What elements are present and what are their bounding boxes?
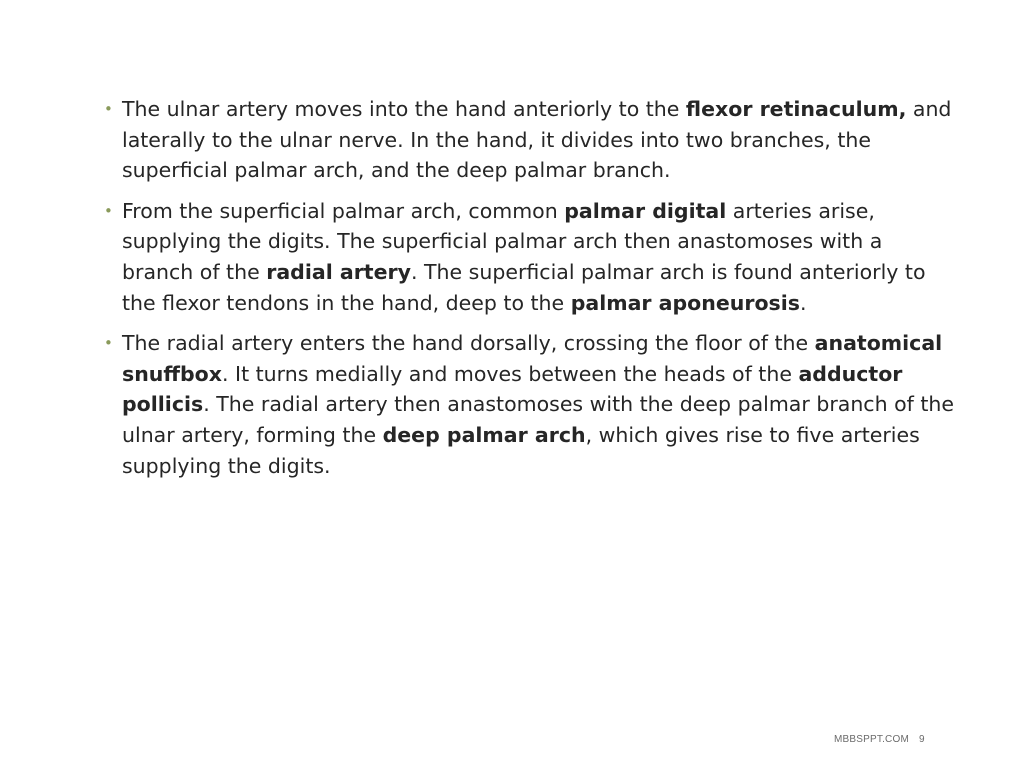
bold-term: flexor retinaculum, <box>685 97 907 121</box>
bullet-text: . It turns medially and moves between the heads of the <box>221 361 799 386</box>
footer-site-label: MBBSPPT.COM <box>834 734 909 745</box>
bullet-dot-icon: • <box>104 334 113 353</box>
bullet-text: , which gives rise to five arteries supplying the digits. <box>122 422 920 478</box>
bold-term: radial artery <box>266 259 411 284</box>
page-number: 9 <box>919 734 925 745</box>
bullet-text: arteries arise, supplying the digits. The superficial palmar arch then anastomoses with a branch of the <box>122 198 883 284</box>
bullet-item <box>104 328 954 481</box>
bullet-text: The radial artery enters the hand dorsally, crossing the floor of the <box>122 331 815 356</box>
bullet-dot-icon: • <box>104 201 113 220</box>
bullet-text: . <box>799 290 807 315</box>
bullet-text: and laterally to the ulnar nerve. In the hand, it divides into two branches, the superficial palmar arch, and the deep palmar branch. <box>122 97 952 183</box>
bullet-text: From the superficial palmar arch, common <box>122 198 565 223</box>
bold-term: palmar digital <box>564 198 727 223</box>
bullet-list <box>104 94 954 491</box>
bullet-dot-icon: • <box>104 100 113 118</box>
bullet-item <box>104 94 954 186</box>
bullet-text: . The radial artery then anastomoses with the deep palmar branch of the ulnar artery, forming the <box>122 392 955 447</box>
bold-term: palmar aponeurosis <box>570 290 800 315</box>
bullet-text: The ulnar artery moves into the hand anteriorly to the <box>122 97 686 121</box>
bullet-text: . The superficial palmar arch is found anteriorly to the flexor tendons in the hand, deep to the <box>122 259 926 315</box>
bold-term: adductor pollicis <box>122 361 903 417</box>
bold-term: deep palmar arch <box>382 422 586 447</box>
bullet-item <box>104 196 954 318</box>
bold-term: anatomical snuffbox <box>122 331 943 386</box>
